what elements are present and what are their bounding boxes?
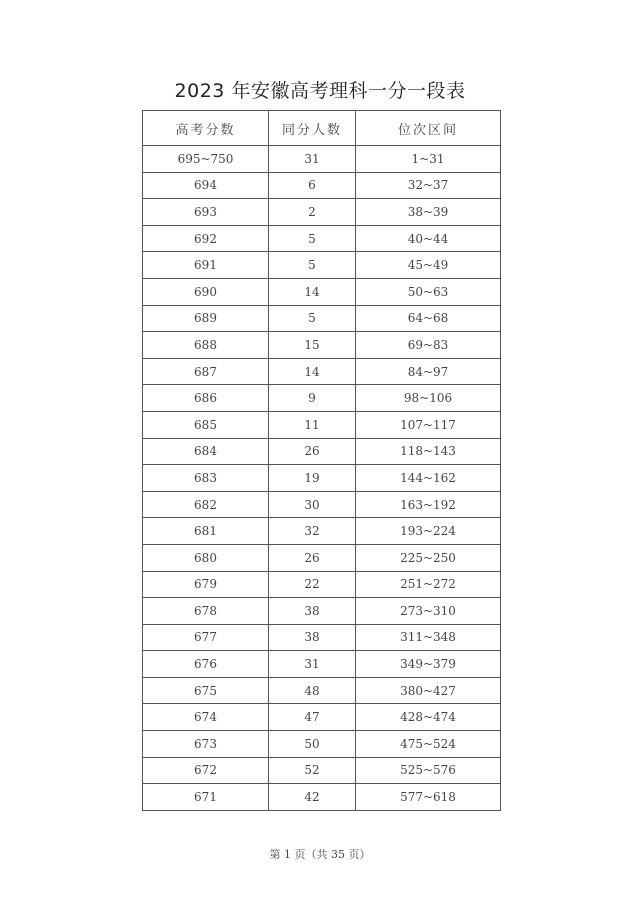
cell-rank-range: 163~192 — [356, 491, 501, 518]
cell-score: 695~750 — [143, 146, 269, 173]
table-row — [143, 598, 501, 625]
table-row — [143, 571, 501, 598]
cell-count: 11 — [269, 411, 356, 438]
table-row — [143, 225, 501, 252]
cell-rank-range: 251~272 — [356, 571, 501, 598]
cell-count: 5 — [269, 305, 356, 332]
table-row — [143, 784, 501, 811]
cell-count: 38 — [269, 598, 356, 625]
cell-rank-range: 98~106 — [356, 385, 501, 412]
cell-count: 19 — [269, 465, 356, 492]
cell-count: 5 — [269, 225, 356, 252]
cell-count: 31 — [269, 651, 356, 678]
table-row — [143, 544, 501, 571]
score-rank-table — [142, 110, 501, 811]
cell-count: 32 — [269, 518, 356, 545]
cell-score: 672 — [143, 757, 269, 784]
page-footer: 第 1 页（共 35 页） — [269, 848, 371, 861]
cell-rank-range: 193~224 — [356, 518, 501, 545]
table-row — [143, 305, 501, 332]
cell-score: 692 — [143, 225, 269, 252]
cell-count: 14 — [269, 358, 356, 385]
table-row — [143, 385, 501, 412]
cell-score: 690 — [143, 278, 269, 305]
cell-count: 30 — [269, 491, 356, 518]
cell-rank-range: 273~310 — [356, 598, 501, 625]
cell-rank-range: 475~524 — [356, 731, 501, 758]
cell-rank-range: 64~68 — [356, 305, 501, 332]
header-score: 高考分数 — [143, 111, 269, 146]
table-row — [143, 651, 501, 678]
cell-rank-range: 380~427 — [356, 677, 501, 704]
cell-score: 683 — [143, 465, 269, 492]
cell-score: 682 — [143, 491, 269, 518]
table-row — [143, 624, 501, 651]
header-rank-range: 位次区间 — [356, 111, 501, 146]
table-row — [143, 252, 501, 279]
cell-score: 674 — [143, 704, 269, 731]
cell-rank-range: 144~162 — [356, 465, 501, 492]
table-header-row — [143, 111, 501, 146]
table-row — [143, 199, 501, 226]
cell-score: 687 — [143, 358, 269, 385]
cell-rank-range: 577~618 — [356, 784, 501, 811]
table-row — [143, 731, 501, 758]
table-row — [143, 332, 501, 359]
cell-score: 680 — [143, 544, 269, 571]
cell-rank-range: 38~39 — [356, 199, 501, 226]
cell-count: 50 — [269, 731, 356, 758]
cell-score: 671 — [143, 784, 269, 811]
cell-rank-range: 84~97 — [356, 358, 501, 385]
cell-count: 9 — [269, 385, 356, 412]
cell-rank-range: 118~143 — [356, 438, 501, 465]
cell-rank-range: 107~117 — [356, 411, 501, 438]
cell-count: 31 — [269, 146, 356, 173]
cell-rank-range: 69~83 — [356, 332, 501, 359]
cell-count: 5 — [269, 252, 356, 279]
cell-rank-range: 50~63 — [356, 278, 501, 305]
cell-score: 694 — [143, 172, 269, 199]
cell-count: 2 — [269, 199, 356, 226]
cell-score: 676 — [143, 651, 269, 678]
cell-score: 689 — [143, 305, 269, 332]
cell-count: 47 — [269, 704, 356, 731]
cell-rank-range: 1~31 — [356, 146, 501, 173]
cell-count: 22 — [269, 571, 356, 598]
cell-rank-range: 40~44 — [356, 225, 501, 252]
table-row — [143, 146, 501, 173]
cell-score: 675 — [143, 677, 269, 704]
table-row — [143, 518, 501, 545]
cell-count: 42 — [269, 784, 356, 811]
table-row — [143, 677, 501, 704]
cell-score: 673 — [143, 731, 269, 758]
cell-count: 52 — [269, 757, 356, 784]
table-row — [143, 704, 501, 731]
cell-score: 681 — [143, 518, 269, 545]
cell-score: 684 — [143, 438, 269, 465]
header-same-score-count: 同分人数 — [269, 111, 356, 146]
table-row — [143, 358, 501, 385]
cell-score: 685 — [143, 411, 269, 438]
cell-score: 686 — [143, 385, 269, 412]
cell-count: 6 — [269, 172, 356, 199]
cell-rank-range: 428~474 — [356, 704, 501, 731]
cell-count: 15 — [269, 332, 356, 359]
cell-score: 679 — [143, 571, 269, 598]
cell-rank-range: 45~49 — [356, 252, 501, 279]
cell-rank-range: 349~379 — [356, 651, 501, 678]
cell-rank-range: 311~348 — [356, 624, 501, 651]
table-row — [143, 411, 501, 438]
cell-rank-range: 225~250 — [356, 544, 501, 571]
cell-score: 677 — [143, 624, 269, 651]
table-row — [143, 438, 501, 465]
table-row — [143, 278, 501, 305]
cell-count: 26 — [269, 544, 356, 571]
page-title: 2023 年安徽高考理科一分一段表 — [174, 80, 466, 102]
table-row — [143, 491, 501, 518]
cell-score: 678 — [143, 598, 269, 625]
cell-score: 691 — [143, 252, 269, 279]
cell-count: 38 — [269, 624, 356, 651]
table-row — [143, 465, 501, 492]
cell-count: 14 — [269, 278, 356, 305]
table-row — [143, 757, 501, 784]
table-body — [143, 146, 501, 811]
cell-rank-range: 525~576 — [356, 757, 501, 784]
table-row — [143, 172, 501, 199]
cell-score: 693 — [143, 199, 269, 226]
cell-score: 688 — [143, 332, 269, 359]
cell-rank-range: 32~37 — [356, 172, 501, 199]
cell-count: 26 — [269, 438, 356, 465]
cell-count: 48 — [269, 677, 356, 704]
